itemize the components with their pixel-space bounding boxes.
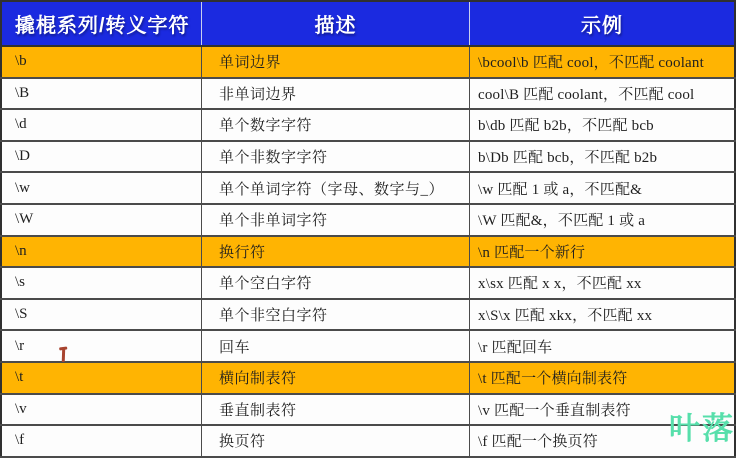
description-cell: 单个单词字符（字母、数字与_） [202,172,470,204]
description-cell: 换页符 [202,425,470,457]
escape-code-cell: \v [1,394,202,426]
description-cell: 换行符 [202,236,470,268]
table-row [1,330,735,362]
table-row [1,204,735,236]
example-cell: x\sx 匹配 x x，不匹配 xx [470,267,736,299]
example-cell: \W 匹配&，不匹配 1 或 a [470,204,736,236]
escape-code-cell: \n [1,236,202,268]
example-cell: \n 匹配一个新行 [470,236,736,268]
table-body [1,46,735,457]
table-row [1,141,735,173]
example-cell: cool\B 匹配 coolant，不匹配 cool [470,78,736,110]
table-row [1,236,735,268]
escape-code-cell: \w [1,172,202,204]
example-cell: b\db 匹配 b2b，不匹配 bcb [470,109,736,141]
escape-code-cell: \t [1,362,202,394]
escape-code-cell: \B [1,78,202,110]
escape-code-cell: \W [1,204,202,236]
description-cell: 横向制表符 [202,362,470,394]
example-cell: b\Db 匹配 bcb，不匹配 b2b [470,141,736,173]
example-cell: x\S\x 匹配 xkx，不匹配 xx [470,299,736,331]
table-header [1,1,735,46]
table-row [1,109,735,141]
description-cell: 垂直制表符 [202,394,470,426]
description-cell: 非单词边界 [202,78,470,110]
description-cell: 单个非单词字符 [202,204,470,236]
header-escape-character: 撬棍系列/转义字符 [1,1,202,46]
header-example: 示例 [470,1,736,46]
escape-code-cell: \r [1,330,202,362]
description-cell: 单个非空白字符 [202,299,470,331]
watermark-text: 叶落 [669,410,735,446]
example-cell: \f 匹配一个换页符 [470,425,736,457]
table-row [1,299,735,331]
table-header-row [1,1,735,46]
table-row [1,425,735,457]
table-row [1,172,735,204]
escape-code-cell: \b [1,46,202,78]
example-cell: \w 匹配 1 或 a，不匹配& [470,172,736,204]
red-pen-mark [62,347,66,362]
example-cell: \t 匹配一个横向制表符 [470,362,736,394]
description-cell: 单个数字字符 [202,109,470,141]
escape-code-cell: \S [1,299,202,331]
table-row [1,46,735,78]
example-cell: \bcool\b 匹配 cool，不匹配 coolant [470,46,736,78]
table-row [1,394,735,426]
description-cell: 单个空白字符 [202,267,470,299]
escape-code-cell: \D [1,141,202,173]
table-row [1,78,735,110]
description-cell: 单个非数字字符 [202,141,470,173]
table-row [1,267,735,299]
escape-code-cell: \s [1,267,202,299]
escape-code-cell: \d [1,109,202,141]
description-cell: 单词边界 [202,46,470,78]
header-description: 描述 [202,1,470,46]
description-cell: 回车 [202,330,470,362]
escape-code-cell: \f [1,425,202,457]
example-cell: \v 匹配一个垂直制表符 [470,394,736,426]
example-cell: \r 匹配回车 [470,330,736,362]
table-row [1,362,735,394]
